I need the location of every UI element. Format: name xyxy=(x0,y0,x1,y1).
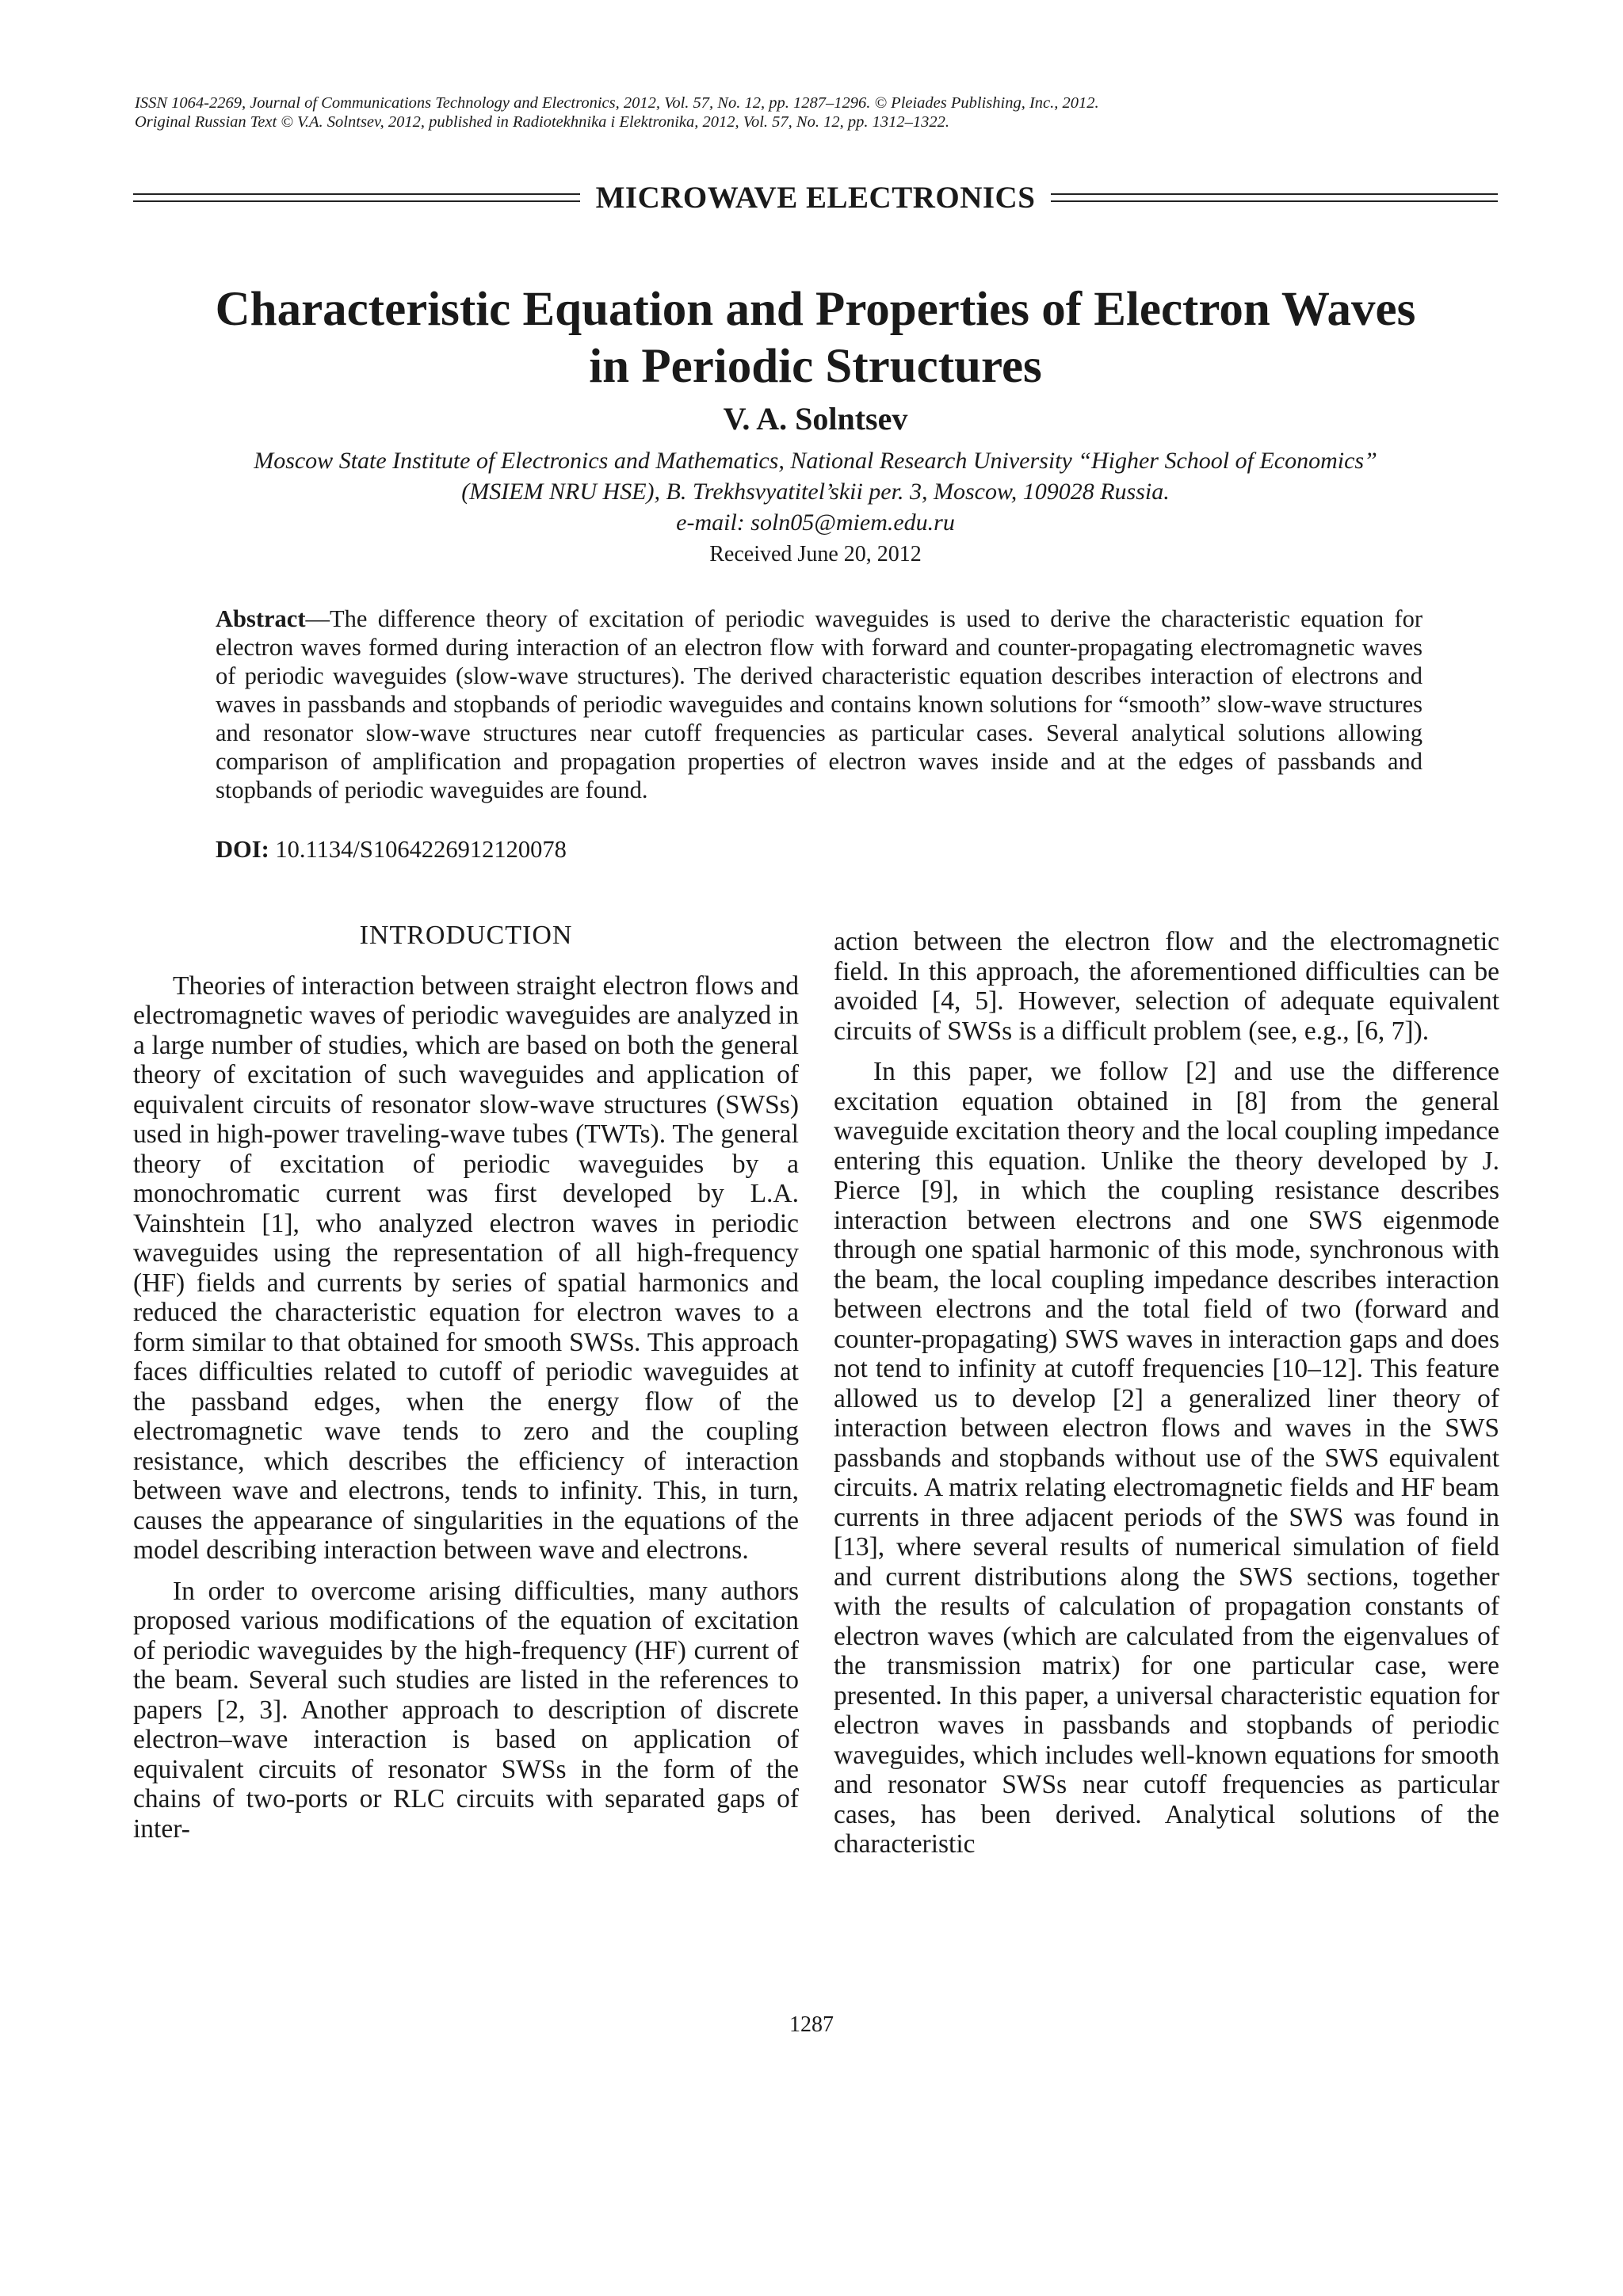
affiliation-line-2: (MSIEM NRU HSE), B. Trekhsvyatitel’skii per. 3, Moscow, 109028 Russia. xyxy=(461,479,1170,505)
journal-header xyxy=(135,93,1498,132)
paragraph: In order to overcome arising difficulties, many authors proposed various modifications of the equation of excitation of periodic waveguides by the high-frequency (HF) current of the beam. Several such studies are listed in the references to papers [2, 3]. Another approach to description of discrete electron–wave interaction is based on application of equivalent circuits of resonator SWSs in the form of the chains of two-ports or RLC circuits with separated gaps of inter- xyxy=(133,1576,799,1844)
introduction-heading: INTRODUCTION xyxy=(359,921,573,950)
affiliation xyxy=(133,445,1498,538)
abstract-text: —The difference theory of excitation of periodic waveguides is used to derive the characteristic equation for electron waves formed during interaction of an electron flow with forward and counter-propagating electromagnetic waves of periodic waveguides (slow-wave structures). The derived characteristic equation describes interaction of electrons and waves in passbands and stopbands of periodic waveguides and contains known solutions for “smooth” slow-wave structures and resonator slow-wave structures near cutoff frequencies as particular cases. Several analytical solutions allowing comparison of amplification and propagation properties of electron waves inside and at the edges of passbands and stopbands of periodic waveguides are found. xyxy=(216,605,1423,803)
right-column xyxy=(834,927,1499,1871)
title-line-1: Characteristic Equation and Properties of Electron Waves xyxy=(215,283,1416,336)
doi-label: DOI: xyxy=(216,836,269,863)
doi xyxy=(216,836,567,864)
header-line-1: ISSN 1064-2269, Journal of Communications Technology and Electronics, 2012, Vol. 57, No. 12, pp. 1287–1296. © Pleiades Publishing, Inc., 2012. xyxy=(135,94,1099,112)
abstract xyxy=(216,605,1423,804)
author-name: V. A. Solntsev xyxy=(723,401,908,437)
author-email: e-mail: soln05@miem.edu.ru xyxy=(676,509,955,536)
section-banner xyxy=(133,181,1498,214)
paragraph: Theories of interaction between straight electron flows and electromagnetic waves of periodic waveguides are analyzed in a large number of studies, which are based on both the general theory of excitation of such waveguides and application of equivalent circuits of resonator slow-wave structures (SWSs) used in high-power traveling-wave tubes (TWTs). The general theory of excitation of periodic waveguides by a monochromatic current was first developed by L.A. Vainshtein [1], who analyzed electron waves in periodic waveguides using the representation of all high-frequency (HF) fields and currents by series of spatial harmonics and reduced the characteristic equation for electron waves to a form similar to that obtained for smooth SWSs. This approach faces difficulties related to cutoff of periodic waveguides at the passband edges, when the energy flow of the electromagnetic wave tends to zero and the coupling resistance, which describes the efficiency of interaction between wave and electrons, tends to infinity. This, in turn, causes the appearance of singularities in the equations of the model describing interaction between wave and electrons. xyxy=(133,971,799,1565)
paragraph: action between the electron flow and the electromagnetic field. In this approach, the aforementioned difficulties can be avoided [4, 5]. However, selection of adequate equivalent circuits of SWSs is a difficult problem (see, e.g., [6, 7]). xyxy=(834,927,1499,1046)
paragraph: In this paper, we follow [2] and use the difference excitation equation obtained in [8] from the general waveguide excitation theory and the local coupling impedance entering this equation. Unlike the theory developed by J. Pierce [9], in which the coupling resistance describes interaction between electrons and one SWS eigenmode through one spatial harmonic of this mode, synchronous with the beam, the local coupling impedance describes interaction between electrons and the total field of two (forward and counter-propagating) SWS waves in interaction gaps and does not tend to infinity at cutoff frequencies [10–12]. This feature allowed us to develop [2] a generalized liner theory of interaction between electron flows and waves in the SWS passbands and stopbands without use of the SWS equivalent circuits. A matrix relating electromagnetic fields and HF beam currents in three adjacent periods of the SWS was found in [13], where several results of numerical simulation of field and current distributions along the SWS sections, together with the results of calculation of propagation constants of electron waves (which are calculated from the eigenvalues of the transmission matrix) for one particular case, were presented. In this paper, a universal characteristic equation for electron waves in passbands and stopbands of periodic waveguides, which includes well-known equations for smooth and resonator SWSs near cutoff frequencies as particular cases, has been derived. Analytical solutions of the characteristic xyxy=(834,1057,1499,1859)
double-rule-left xyxy=(133,193,580,202)
doi-value: 10.1134/S1064226912120078 xyxy=(269,836,567,863)
received-date: Received June 20, 2012 xyxy=(709,542,922,566)
title-line-2: in Periodic Structures xyxy=(589,340,1042,393)
page-number: 1287 xyxy=(789,2012,834,2037)
left-column xyxy=(133,921,799,1855)
abstract-label: Abstract xyxy=(216,605,306,632)
section-title: MICROWAVE ELECTRONICS xyxy=(595,180,1036,215)
double-rule-right xyxy=(1051,193,1498,202)
paper-title xyxy=(133,281,1498,395)
header-line-2: Original Russian Text © V.A. Solntsev, 2012, published in Radiotekhnika i Elektronika, 2012, Vol. 57, No. 12, pp. 1312–1322. xyxy=(135,113,949,131)
affiliation-line-1: Moscow State Institute of Electronics and Mathematics, National Research University “Higher School of Economics” xyxy=(254,448,1377,474)
